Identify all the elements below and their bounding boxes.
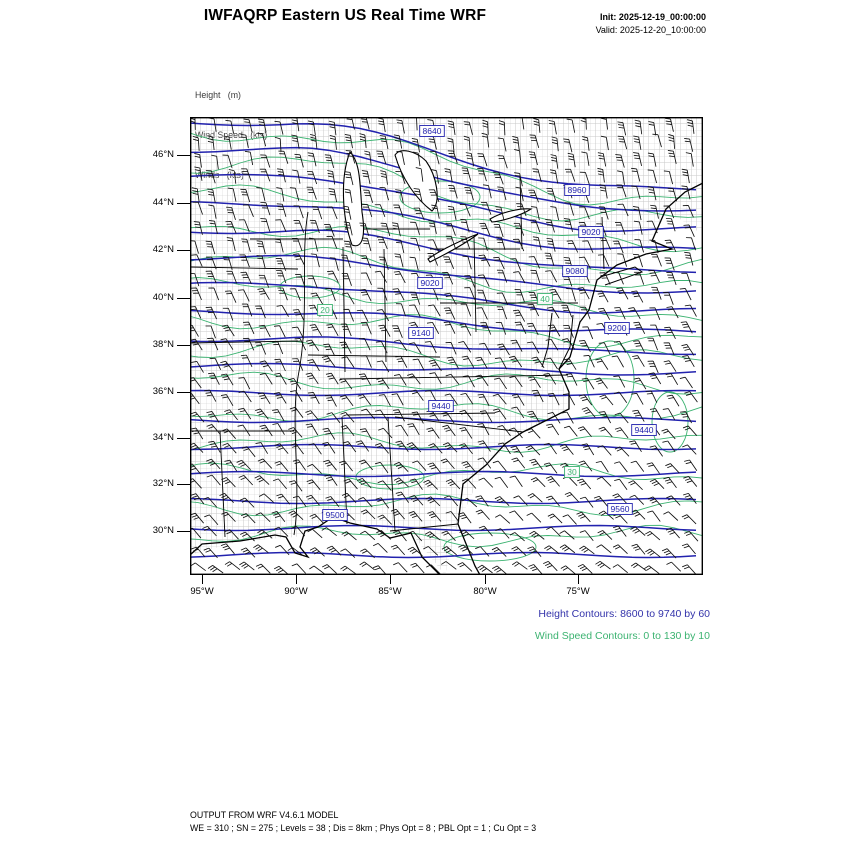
lat-tick-label: 34°N [152, 432, 174, 443]
height-contour-note: Height Contours: 8600 to 9740 by 60 [538, 608, 710, 620]
lat-tick-mark [177, 531, 190, 532]
svg-text:9440: 9440 [634, 425, 654, 436]
footer-line2: WE = 310 ; SN = 275 ; Levels = 38 ; Dis = 8km ; Phys Opt = 8 ; PBL Opt = 1 ; Cu Opt = 3 [190, 823, 537, 834]
lon-tick-mark [578, 575, 579, 584]
svg-text:40: 40 [540, 294, 550, 305]
page-title: IWFAQRP Eastern US Real Time WRF [203, 7, 487, 24]
svg-text:8640: 8640 [422, 126, 442, 137]
init-time: Init: 2025-12-19_00:00:00 [599, 12, 706, 22]
model-footer [190, 809, 536, 835]
lat-tick-mark [177, 484, 190, 485]
lat-tick-label: 44°N [152, 197, 174, 208]
svg-text:9560: 9560 [610, 504, 630, 515]
lon-tick-mark [296, 575, 297, 584]
svg-text:30: 30 [567, 467, 577, 478]
lon-tick-label: 95°W [190, 586, 214, 597]
wind-contour-note: Wind Speed Contours: 0 to 130 by 10 [534, 630, 710, 642]
lat-tick-mark [177, 155, 190, 156]
lat-tick-label: 30°N [152, 525, 174, 536]
lat-tick-label: 32°N [152, 478, 174, 489]
lat-tick-mark [177, 392, 190, 393]
lat-tick-mark [177, 203, 190, 204]
svg-text:9440: 9440 [431, 401, 451, 412]
svg-text:9020: 9020 [581, 227, 601, 238]
svg-text:9140: 9140 [411, 328, 431, 339]
lon-tick-mark [202, 575, 203, 584]
svg-text:9200: 9200 [607, 323, 627, 334]
lon-tick-mark [485, 575, 486, 584]
lat-tick-label: 36°N [152, 386, 174, 397]
lat-tick-mark [177, 438, 190, 439]
lat-tick-mark [177, 250, 190, 251]
lon-tick-mark [390, 575, 391, 584]
svg-text:9500: 9500 [325, 510, 345, 521]
lat-tick-mark [177, 345, 190, 346]
lon-tick-label: 85°W [378, 586, 402, 597]
lat-tick-label: 46°N [152, 149, 174, 160]
lat-tick-label: 38°N [152, 339, 174, 350]
lon-tick-label: 80°W [473, 586, 497, 597]
footer-line1: OUTPUT FROM WRF V4.6.1 MODEL [190, 810, 339, 820]
map-frame [190, 117, 703, 575]
svg-text:20: 20 [320, 305, 330, 316]
legend-height: Height (m) [195, 90, 241, 101]
valid-time: Valid: 2025-12-20_10:00:00 [595, 25, 706, 36]
lat-tick-label: 42°N [152, 244, 174, 255]
lat-tick-label: 40°N [152, 292, 174, 303]
svg-text:8960: 8960 [567, 185, 587, 196]
svg-text:9020: 9020 [420, 278, 440, 289]
lat-tick-mark [177, 298, 190, 299]
lon-tick-label: 90°W [284, 586, 308, 597]
svg-text:9080: 9080 [565, 266, 585, 277]
lon-tick-label: 75°W [566, 586, 590, 597]
weather-map-plot [190, 117, 703, 575]
run-times [500, 11, 706, 37]
